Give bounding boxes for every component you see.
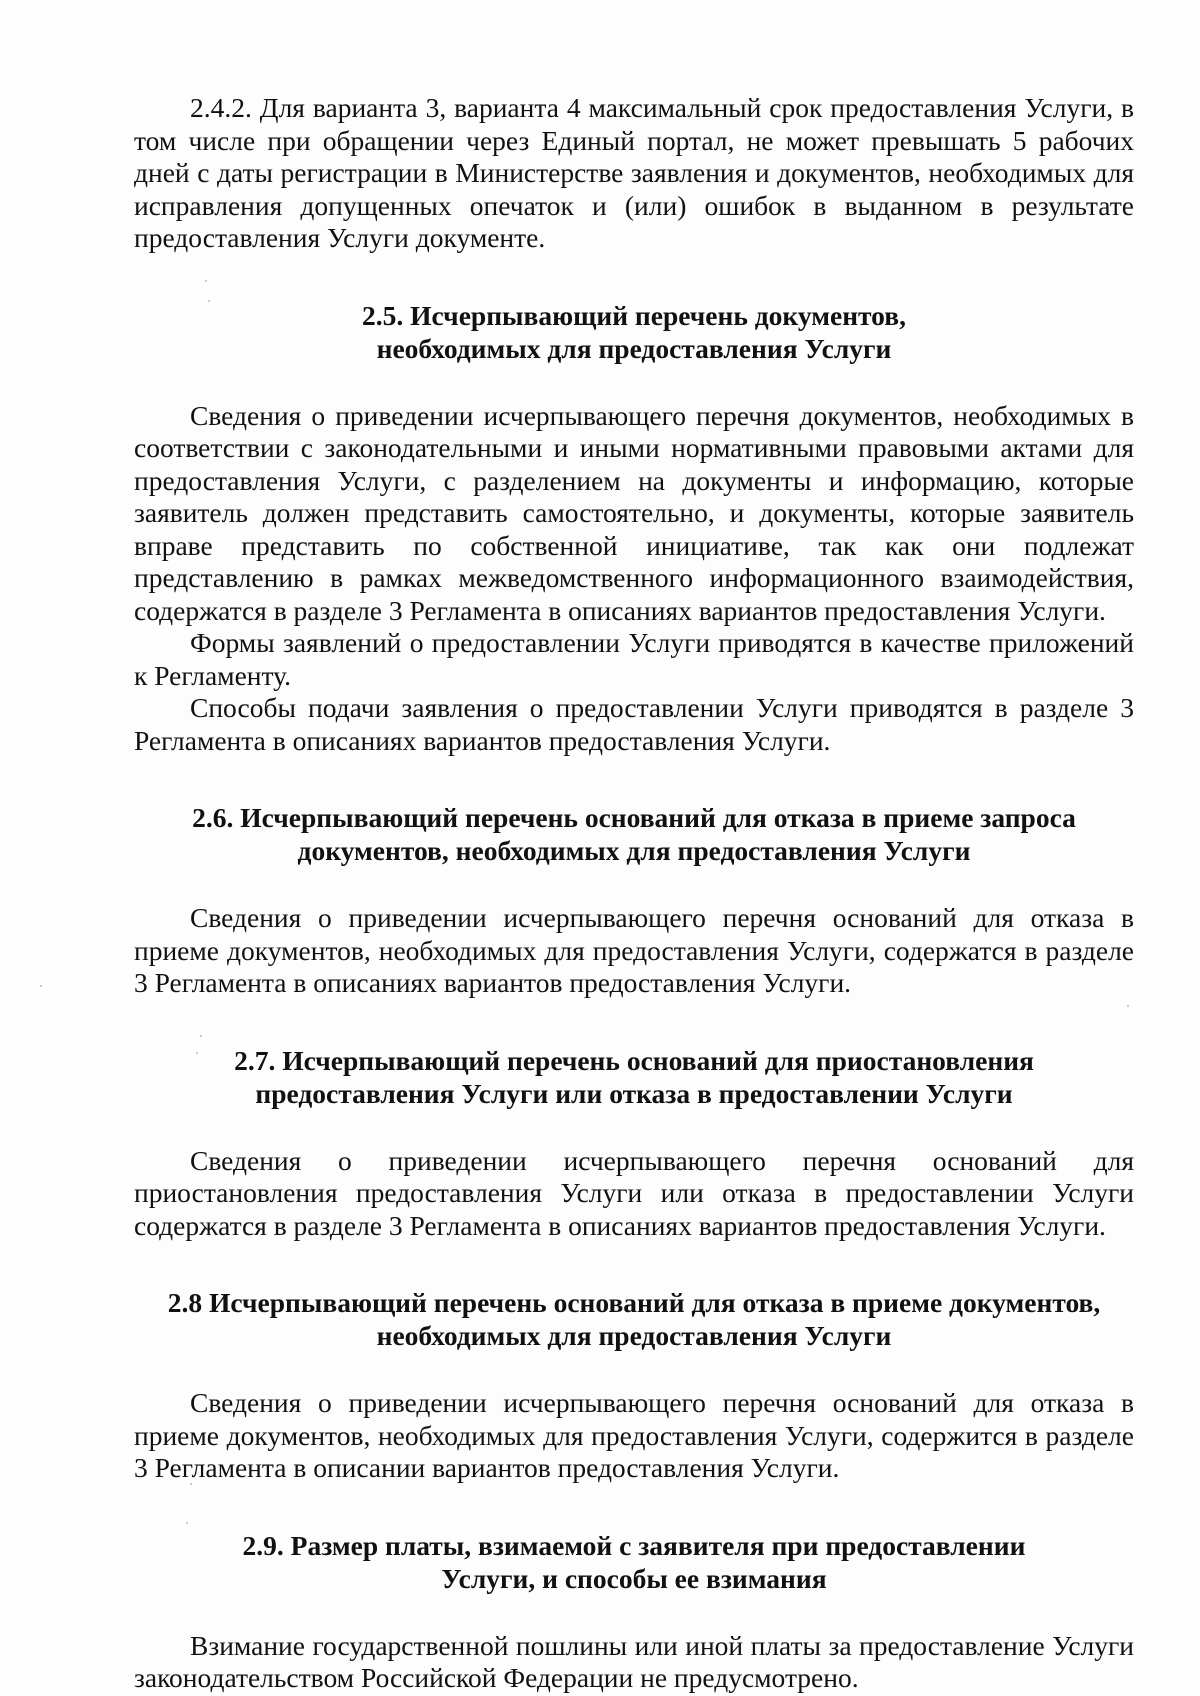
heading-2-6-line-2: документов, необходимых для предоставления Услуги — [297, 835, 971, 866]
paragraph-2-5-methods: Способы подачи заявления о предоставлении Услуги приводятся в разделе 3 Регламента в описаниях вариантов предоставления Услуги. — [134, 692, 1134, 756]
heading-2-7-line-1: 2.7. Исчерпывающий перечень оснований для приостановления — [234, 1044, 1034, 1076]
heading-2-8-line-1: 2.8 Исчерпывающий перечень оснований для отказа в приеме документов, — [167, 1287, 1101, 1318]
document-body — [134, 92, 1134, 1695]
heading-2-7-line-2: предоставления Услуги или отказа в предоставлении Услуги — [255, 1077, 1013, 1109]
heading-2-6 — [134, 801, 1134, 867]
paragraph-2-9: Взимание государственной пошлины или иной платы за предоставление Услуги законодательством Российской Федерации не предусмотрено. — [134, 1629, 1134, 1693]
heading-2-9-line-1: 2.9. Размер платы, взимаемой с заявителя при предоставлении — [242, 1529, 1026, 1561]
scan-speck — [40, 985, 42, 987]
heading-2-9 — [134, 1529, 1134, 1595]
paragraph-2-6: Сведения о приведении исчерпывающего перечня оснований для отказа в приеме документов, необходимых для предоставления Услуги, содержатся в разделе 3 Регламента в описаниях вариантов предоставления Услуги. — [134, 902, 1134, 998]
heading-2-6-line-1: 2.6. Исчерпывающий перечень оснований для отказа в приеме запроса — [192, 802, 1076, 833]
heading-2-5-line-1: 2.5. Исчерпывающий перечень документов, — [362, 299, 906, 331]
paragraph-2-5-documents: Сведения о приведении исчерпывающего перечня документов, необходимых в соответствии с законодательными и иными нормативными правовыми актами для предоставления Услуги, с разделением на документы и информацию, которые заявитель должен представить самостоятельно, и документы, которые заявитель вправе представить по собственной инициативе, так как они подлежат представлению в рамках межведомственного информационного взаимодействия, содержатся в разделе 3 Регламента в описаниях вариантов предоставления Услуги. — [134, 399, 1134, 626]
heading-2-7 — [134, 1044, 1134, 1110]
heading-2-9-line-2: Услуги, и способы ее взимания — [441, 1562, 827, 1594]
paragraph-2-4-2: 2.4.2. Для варианта 3, варианта 4 максимальный срок предоставления Услуги, в том числе при обращении через Единый портал, не может превышать 5 рабочих дней с даты регистрации в Министерстве заявления и документов, необходимых для исправления допущенных опечаток и (или) ошибок в выданном в результате предоставления Услуги документе. — [134, 92, 1134, 253]
heading-2-5-line-2: необходимых для предоставления Услуги — [376, 332, 892, 364]
heading-2-8 — [134, 1286, 1134, 1352]
paragraph-2-5-forms: Формы заявлений о предоставлении Услуги приводятся в качестве приложений к Регламенту. — [134, 627, 1134, 691]
heading-2-5 — [134, 299, 1134, 365]
heading-2-8-line-2: необходимых для предоставления Услуги — [376, 1320, 892, 1351]
paragraph-2-8: Сведения о приведении исчерпывающего перечня оснований для отказа в приеме документов, необходимых для предоставления Услуги, содержится в разделе 3 Регламента в описании вариантов предоставления Услуги. — [134, 1387, 1134, 1483]
paragraph-2-7: Сведения о приведении исчерпывающего перечня оснований для приостановления предоставления Услуги или отказа в предоставлении Услуги содержатся в разделе 3 Регламента в описаниях вариантов предоставления Услуги. — [134, 1144, 1134, 1241]
